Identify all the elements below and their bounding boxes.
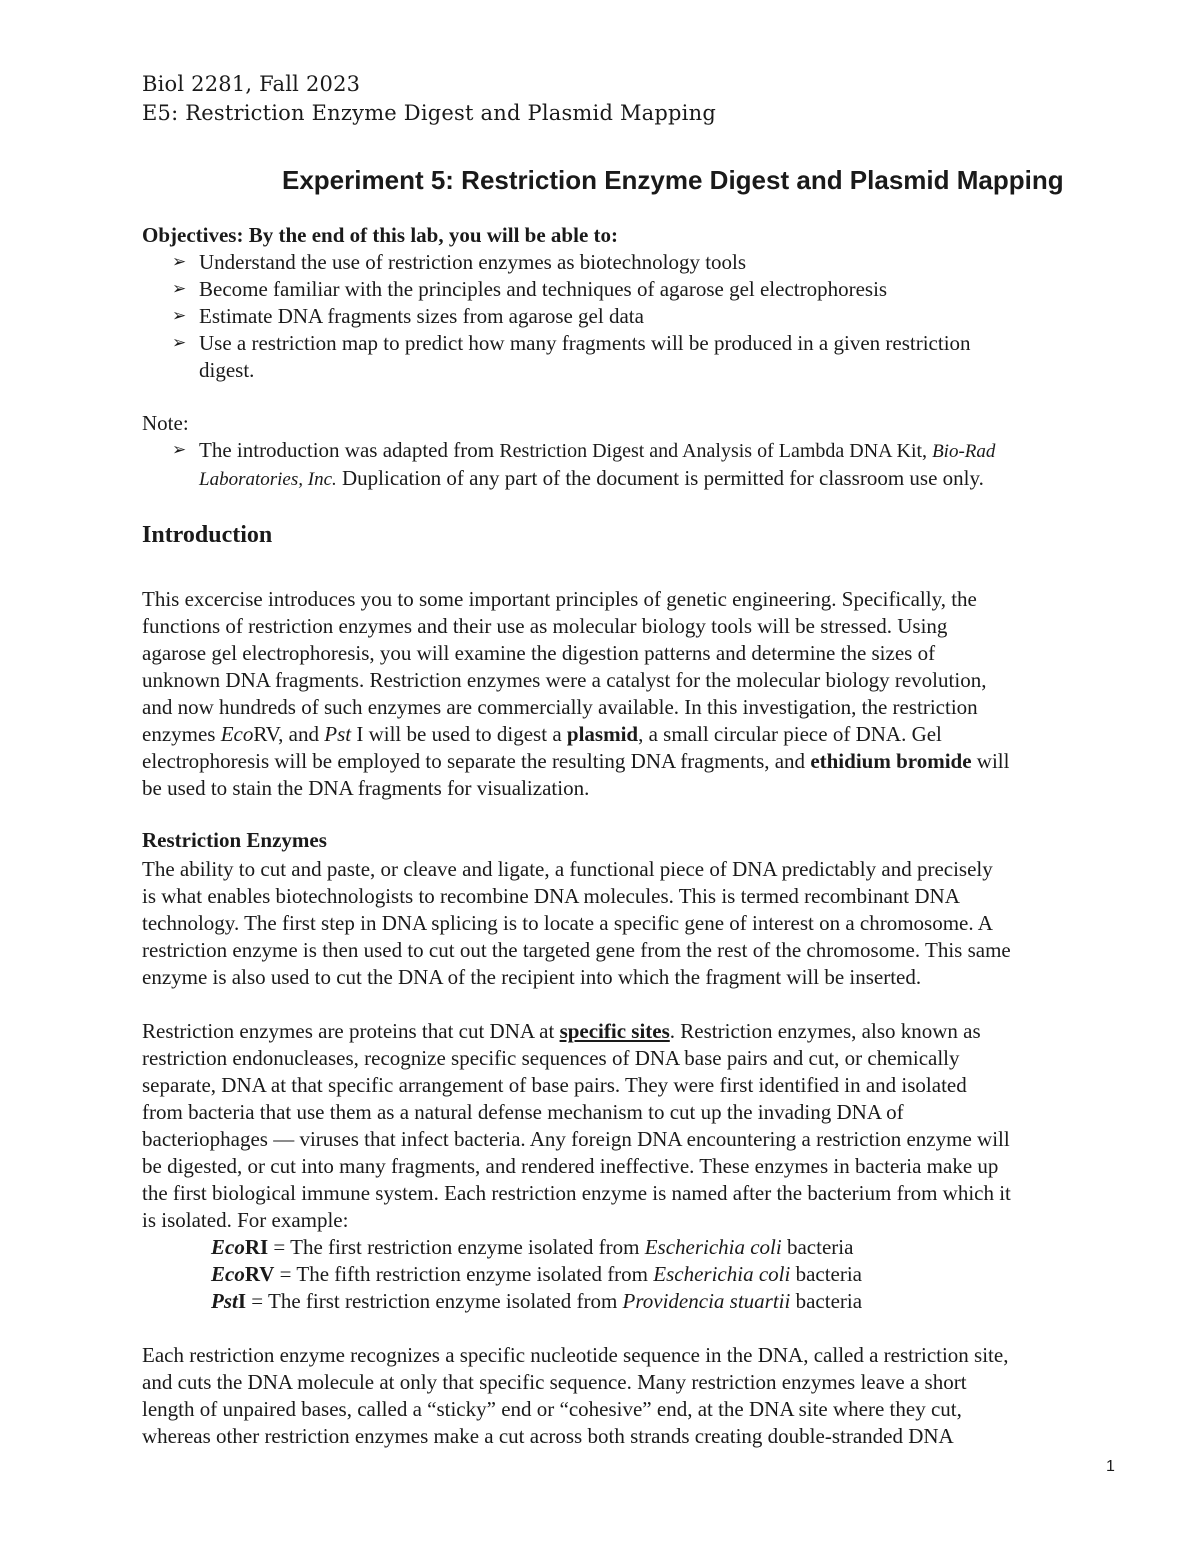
course-line: Biol 2281, Fall 2023 xyxy=(142,72,361,96)
specific-sites-term: specific sites xyxy=(559,1019,670,1043)
page-number: 1 xyxy=(1106,1458,1115,1475)
experiment-line: E5: Restriction Enzyme Digest and Plasmid Mapping xyxy=(142,101,716,125)
note-list xyxy=(142,437,1102,493)
introduction-heading: Introduction xyxy=(142,522,273,548)
list-item: ➢ Use a restriction map to predict how many fragments will be produced in a given restriction digest. xyxy=(172,331,971,382)
document-header xyxy=(142,70,716,128)
ethidium-bromide-term: ethidium bromide xyxy=(810,749,972,773)
restriction-enzymes-paragraph-1: The ability to cut and paste, or cleave and ligate, a functional piece of DNA predictably and precisely is what enables biotechnologists to recombine DNA molecules. This is termed recombinant DNA technology. The first step in DNA splicing is to locate a specific gene of interest on a chromosome. A restriction enzyme is then used to cut out the targeted gene from the rest of the chromosome. This same enzyme is also used to cut the DNA of the recipient into which the fragment will be inserted. xyxy=(142,857,1011,989)
list-item: PstI = The first restriction enzyme isolated from Providencia stuartii bacteria xyxy=(211,1289,863,1313)
restriction-enzymes-heading: Restriction Enzymes xyxy=(142,828,327,852)
objectives-section xyxy=(142,222,1102,384)
list-item: EcoRI = The first restriction enzyme isolated from Escherichia coli bacteria xyxy=(211,1235,854,1259)
arrow-bullet-icon: ➢ xyxy=(172,279,187,299)
list-item: EcoRV = The fifth restriction enzyme isolated from Escherichia coli bacteria xyxy=(211,1262,863,1286)
plasmid-term: plasmid xyxy=(566,722,639,746)
introduction-paragraph: This excercise introduces you to some important principles of genetic engineering. Specifically, the functions of restriction enzymes and their use as molecular biology tools will be stressed. Using agarose gel electrophoresis, you will examine the digestion patterns and determine the sizes of unknown DNA fragments. Restriction enzymes were a catalyst for the molecular biology revolution, and now hundreds of such enzymes are commercially available. In this investigation, the restriction enzymes EcoRV, and Pst I will be used to digest a plasmid, a small circular piece of DNA. Gel electrophoresis will be employed to separate the resulting DNA fragments, and ethidium bromide will be used to stain the DNA fragments for visualization. xyxy=(142,587,1010,800)
restriction-enzymes-paragraph-2: Restriction enzymes are proteins that cut DNA at specific sites. Restriction enzymes, also known as restriction endonucleases, recognize specific sequences of DNA base pairs and cut, or chemically separate, DNA at that specific arrangement of base pairs. They were first identified in and isolated from bacteria that use them as a natural defense mechanism to cut up the invading DNA of bacteriophages — viruses that infect bacteria. Any foreign DNA encountering a restriction enzyme will be digested, or cut into many fragments, and rendered ineffective. These enzymes in bacteria make up the first biological immune system. Each restriction enzyme is named after the bacterium from which it is isolated. For example: xyxy=(142,1019,1011,1232)
objectives-list xyxy=(142,249,1102,384)
list-item: ➢ Understand the use of restriction enzymes as biotechnology tools xyxy=(172,250,747,274)
restriction-site-paragraph: Each restriction enzyme recognizes a specific nucleotide sequence in the DNA, called a restriction site, and cuts the DNA molecule at only that specific sequence. Many restriction enzymes leave a short length of unpaired bases, called a “sticky” end or “cohesive” end, at the DNA site where they cut, whereas other restriction enzymes make a cut across both strands creating double-stranded DNA xyxy=(142,1343,1009,1448)
note-label: Note: xyxy=(142,411,189,435)
arrow-bullet-icon: ➢ xyxy=(172,333,187,353)
enzyme-examples xyxy=(211,1234,862,1315)
page-title: Experiment 5: Restriction Enzyme Digest and Plasmid Mapping xyxy=(282,165,1064,195)
objectives-heading: Objectives: By the end of this lab, you will be able to: xyxy=(142,223,618,247)
arrow-bullet-icon: ➢ xyxy=(172,306,187,326)
list-item: ➢ Estimate DNA fragments sizes from agarose gel data xyxy=(172,304,644,328)
arrow-bullet-icon: ➢ xyxy=(172,252,187,272)
list-item: ➢ The introduction was adapted from Restriction Digest and Analysis of Lambda DNA Kit, Bio-Rad Laboratories, Inc. Duplication of any part of the document is permitted for classroom use only. xyxy=(172,438,996,490)
list-item: ➢ Become familiar with the principles and techniques of agarose gel electrophoresis xyxy=(172,277,888,301)
arrow-bullet-icon: ➢ xyxy=(172,440,187,460)
note-section xyxy=(142,410,1102,493)
